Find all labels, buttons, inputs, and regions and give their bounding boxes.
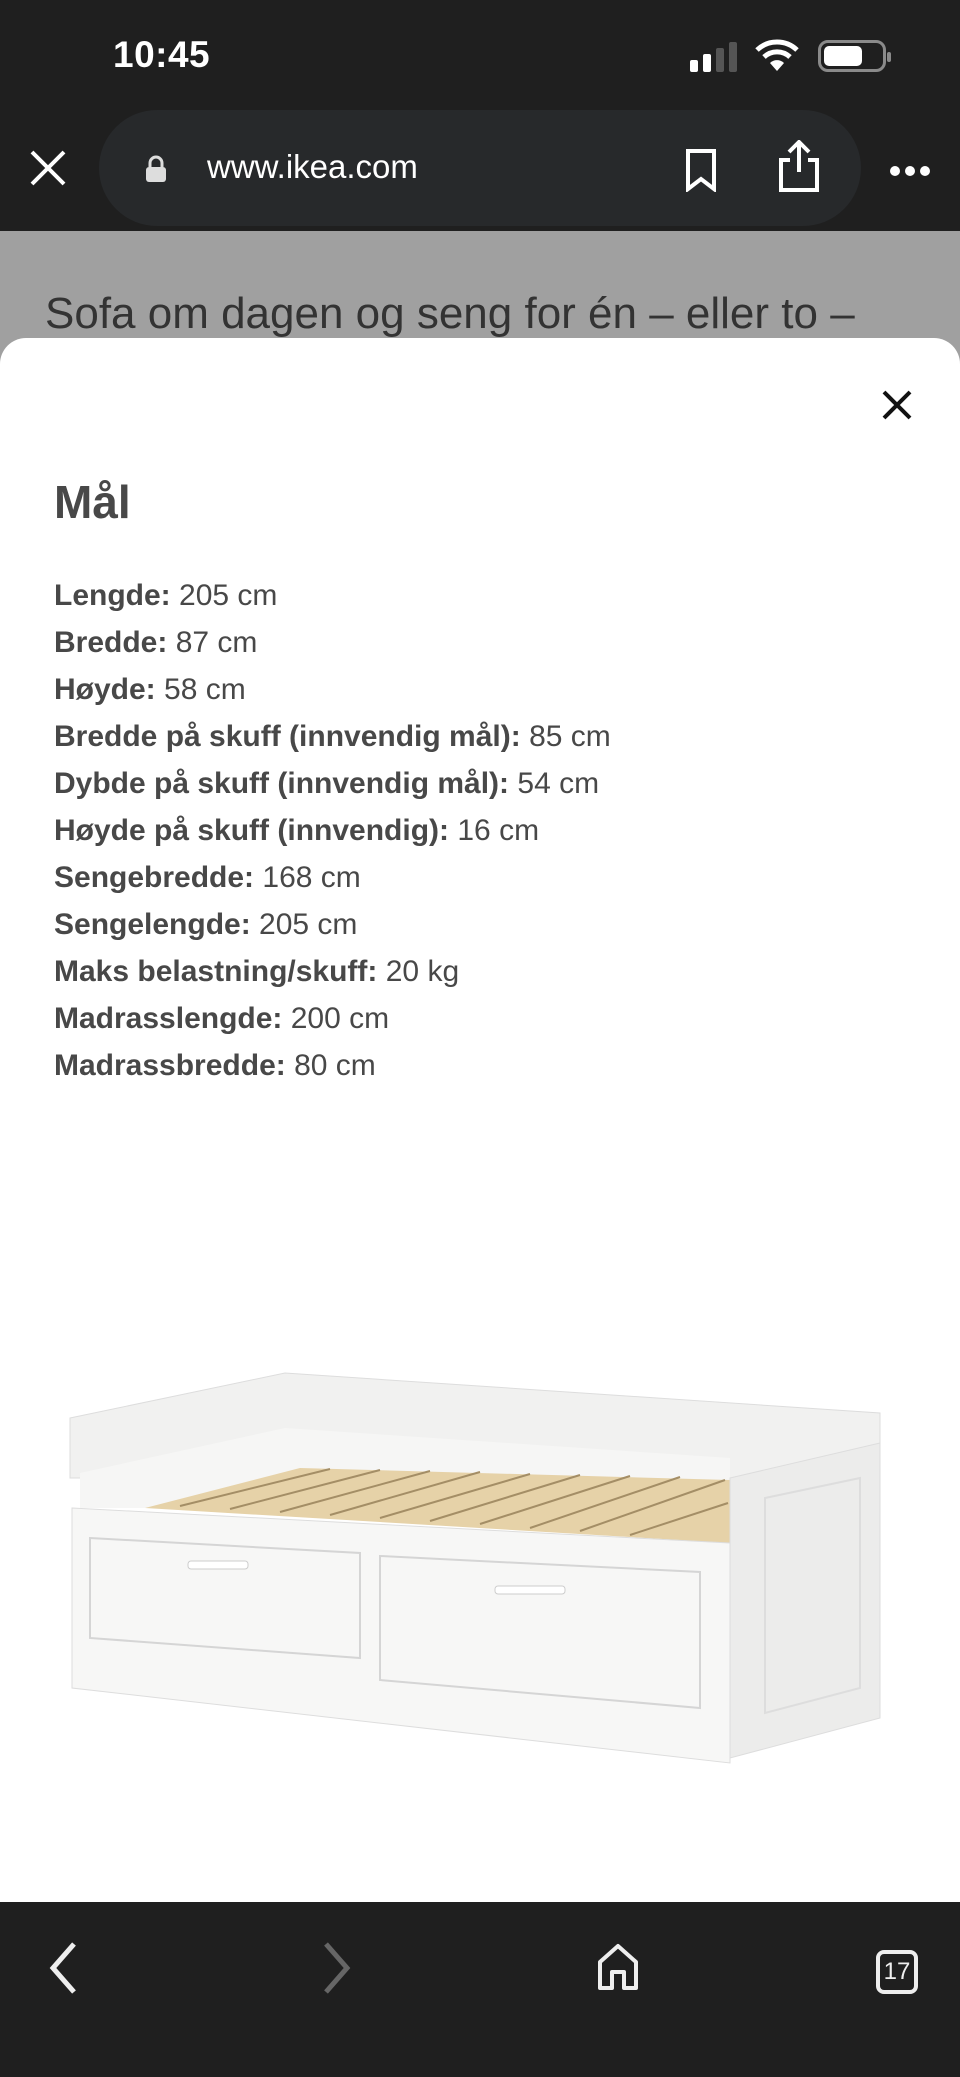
spec-label: Dybde på skuff (innvendig mål): xyxy=(54,767,510,800)
spec-list xyxy=(54,572,611,1089)
url-text[interactable]: www.ikea.com xyxy=(207,148,418,185)
status-bar xyxy=(0,0,960,110)
modal-title: Mål xyxy=(54,476,131,528)
product-image xyxy=(60,1368,900,1808)
tab-switcher-button[interactable]: 17 xyxy=(876,1950,918,1994)
status-time: 10:45 xyxy=(113,34,211,75)
home-icon[interactable] xyxy=(596,1942,640,1992)
spec-label: Bredde på skuff (innvendig mål): xyxy=(54,720,521,753)
spec-row xyxy=(54,666,611,713)
battery-icon xyxy=(818,40,886,72)
spec-value: 58 cm xyxy=(164,673,246,706)
spec-label: Bredde: xyxy=(54,626,168,659)
spec-label: Sengebredde: xyxy=(54,861,255,894)
spec-label: Madrasslengde: xyxy=(54,1002,283,1035)
close-tab-icon[interactable] xyxy=(28,148,68,188)
spec-row xyxy=(54,572,611,619)
product-description: Sofa om dagen og seng for én – eller to – xyxy=(45,289,855,338)
lock-icon xyxy=(145,155,167,183)
spec-value: 80 cm xyxy=(294,1049,376,1082)
spec-value: 200 cm xyxy=(290,1002,390,1035)
cellular-signal-icon xyxy=(690,42,742,72)
address-bar[interactable] xyxy=(99,110,861,226)
spec-value: 16 cm xyxy=(457,814,540,847)
spec-row xyxy=(54,713,611,760)
spec-value: 20 kg xyxy=(385,955,460,988)
share-icon[interactable] xyxy=(776,140,822,192)
spec-row xyxy=(54,760,611,807)
dimensions-modal xyxy=(0,338,960,1908)
bookmark-icon[interactable] xyxy=(684,148,718,192)
spec-value: 205 cm xyxy=(259,908,358,941)
wifi-icon xyxy=(755,38,799,72)
spec-label: Sengelengde: xyxy=(54,908,251,941)
spec-label: Maks belastning/skuff: xyxy=(54,955,378,988)
spec-value: 168 cm xyxy=(262,861,361,894)
back-icon[interactable] xyxy=(48,1942,78,1994)
close-modal-icon[interactable] xyxy=(878,386,916,424)
browser-toolbar xyxy=(0,110,960,231)
spec-label: Høyde: xyxy=(54,673,156,706)
more-options-icon[interactable] xyxy=(889,165,931,177)
spec-label: Madrassbredde: xyxy=(54,1049,286,1082)
spec-label: Høyde på skuff (innvendig): xyxy=(54,814,450,847)
spec-row xyxy=(54,854,611,901)
spec-row xyxy=(54,948,611,995)
spec-value: 87 cm xyxy=(175,626,258,659)
spec-value: 205 cm xyxy=(179,579,278,612)
spec-row xyxy=(54,1042,611,1089)
spec-row xyxy=(54,995,611,1042)
spec-label: Lengde: xyxy=(54,579,171,612)
spec-row xyxy=(54,619,611,666)
spec-value: 54 cm xyxy=(517,767,600,800)
forward-icon[interactable] xyxy=(322,1942,352,1994)
spec-value: 85 cm xyxy=(529,720,611,753)
browser-bottom-bar xyxy=(0,1902,960,2077)
spec-row xyxy=(54,901,611,948)
spec-row xyxy=(54,807,611,854)
